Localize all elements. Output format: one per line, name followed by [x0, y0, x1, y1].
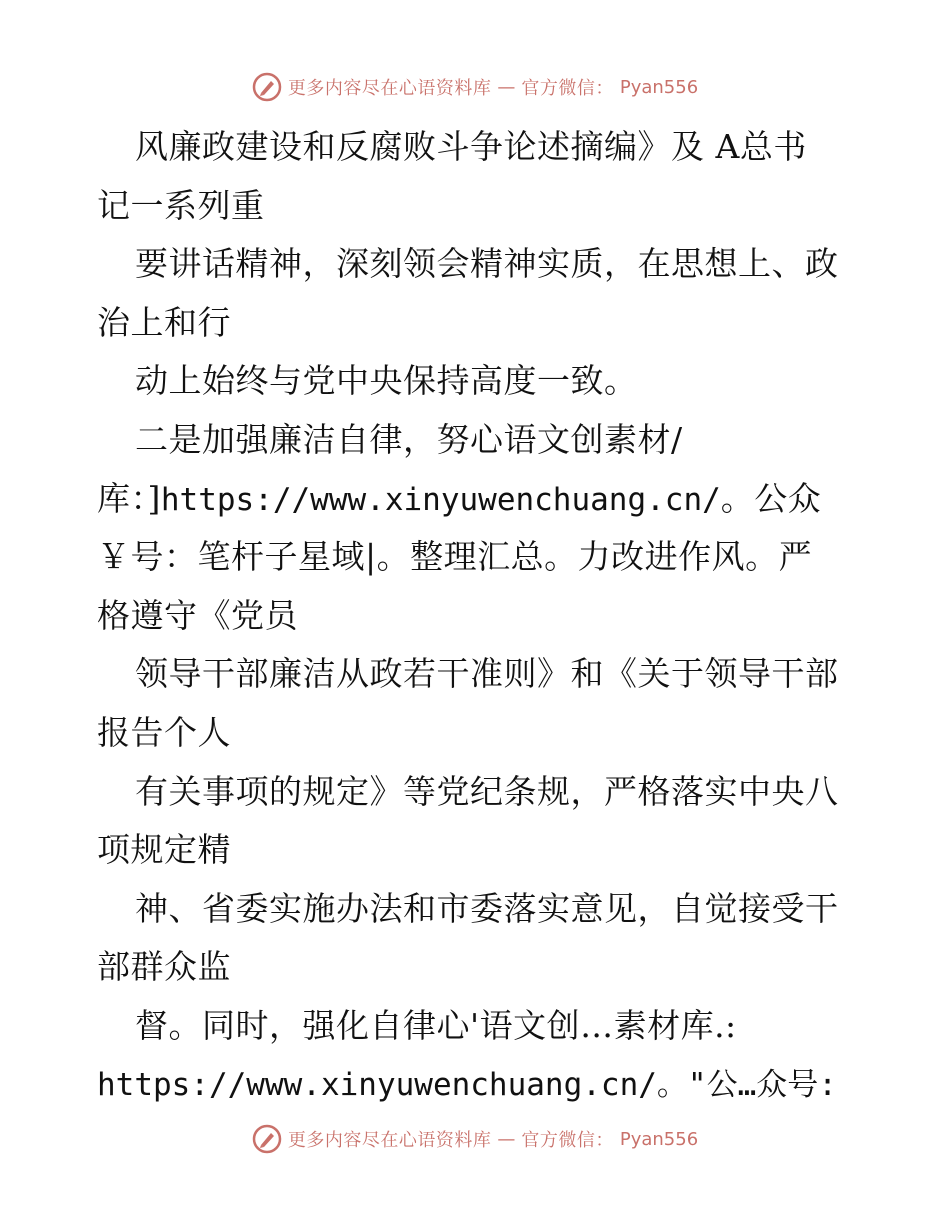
text-line-url — [97, 470, 887, 529]
watermark-separator: — — [497, 76, 516, 98]
header-watermark — [0, 72, 950, 102]
footer-watermark — [0, 1124, 950, 1154]
text-line: 二是加强廉洁自律，努心语文创素材/ — [135, 419, 683, 459]
url-link[interactable]: https://www.xinyuwenchuang.cn/ — [160, 481, 721, 518]
text-line: 有关事项的规定》等党纪条规，严格落实中央八 — [135, 771, 839, 811]
text-line: 部群众监 — [97, 947, 231, 987]
document-body — [97, 118, 887, 1114]
text-line: 治上和行 — [97, 302, 231, 342]
text-line-url: https://www.xinyuwenchuang.cn/。"公…众号: — [97, 1066, 837, 1103]
text-line: 项规定精 — [97, 830, 231, 870]
text-line: ￥号：笔杆子星域|。整理汇总。力改进作风。严 — [97, 537, 813, 577]
watermark-id: Pyan556 — [619, 1128, 699, 1150]
text-line: 神、省委实施办法和市委落实意见，自觉接受干 — [135, 888, 839, 928]
watermark-text: 更多内容尽在心语资料库 — [287, 78, 492, 99]
text-fragment: 。公众 — [720, 478, 822, 518]
text-line: 领导干部廉洁从政若干准则》和《关于领导干部 — [135, 654, 839, 694]
watermark-label: 官方微信： — [521, 1130, 614, 1151]
pen-logo-icon — [252, 72, 282, 102]
watermark-id: Pyan556 — [619, 76, 699, 98]
text-line: 报告个人 — [97, 712, 231, 752]
text-line: 风廉政建设和反腐败斗争论述摘编》及 A总书 — [135, 127, 807, 166]
text-fragment: 库：] — [97, 478, 161, 518]
watermark-separator: — — [497, 1128, 516, 1150]
pen-logo-icon — [252, 1124, 282, 1154]
text-line: 要讲话精神，深刻领会精神实质，在思想上、政 — [135, 244, 839, 284]
watermark-text: 更多内容尽在心语资料库 — [287, 1130, 492, 1151]
text-line: 督。同时，强化自律心'语文创…素材库.: — [135, 1005, 737, 1045]
watermark-label: 官方微信： — [521, 78, 614, 99]
text-line: 动上始终与党中央保持高度一致。 — [135, 361, 638, 401]
text-line: 格遵守《党员 — [97, 595, 298, 635]
text-line: 记一系列重 — [97, 185, 265, 225]
